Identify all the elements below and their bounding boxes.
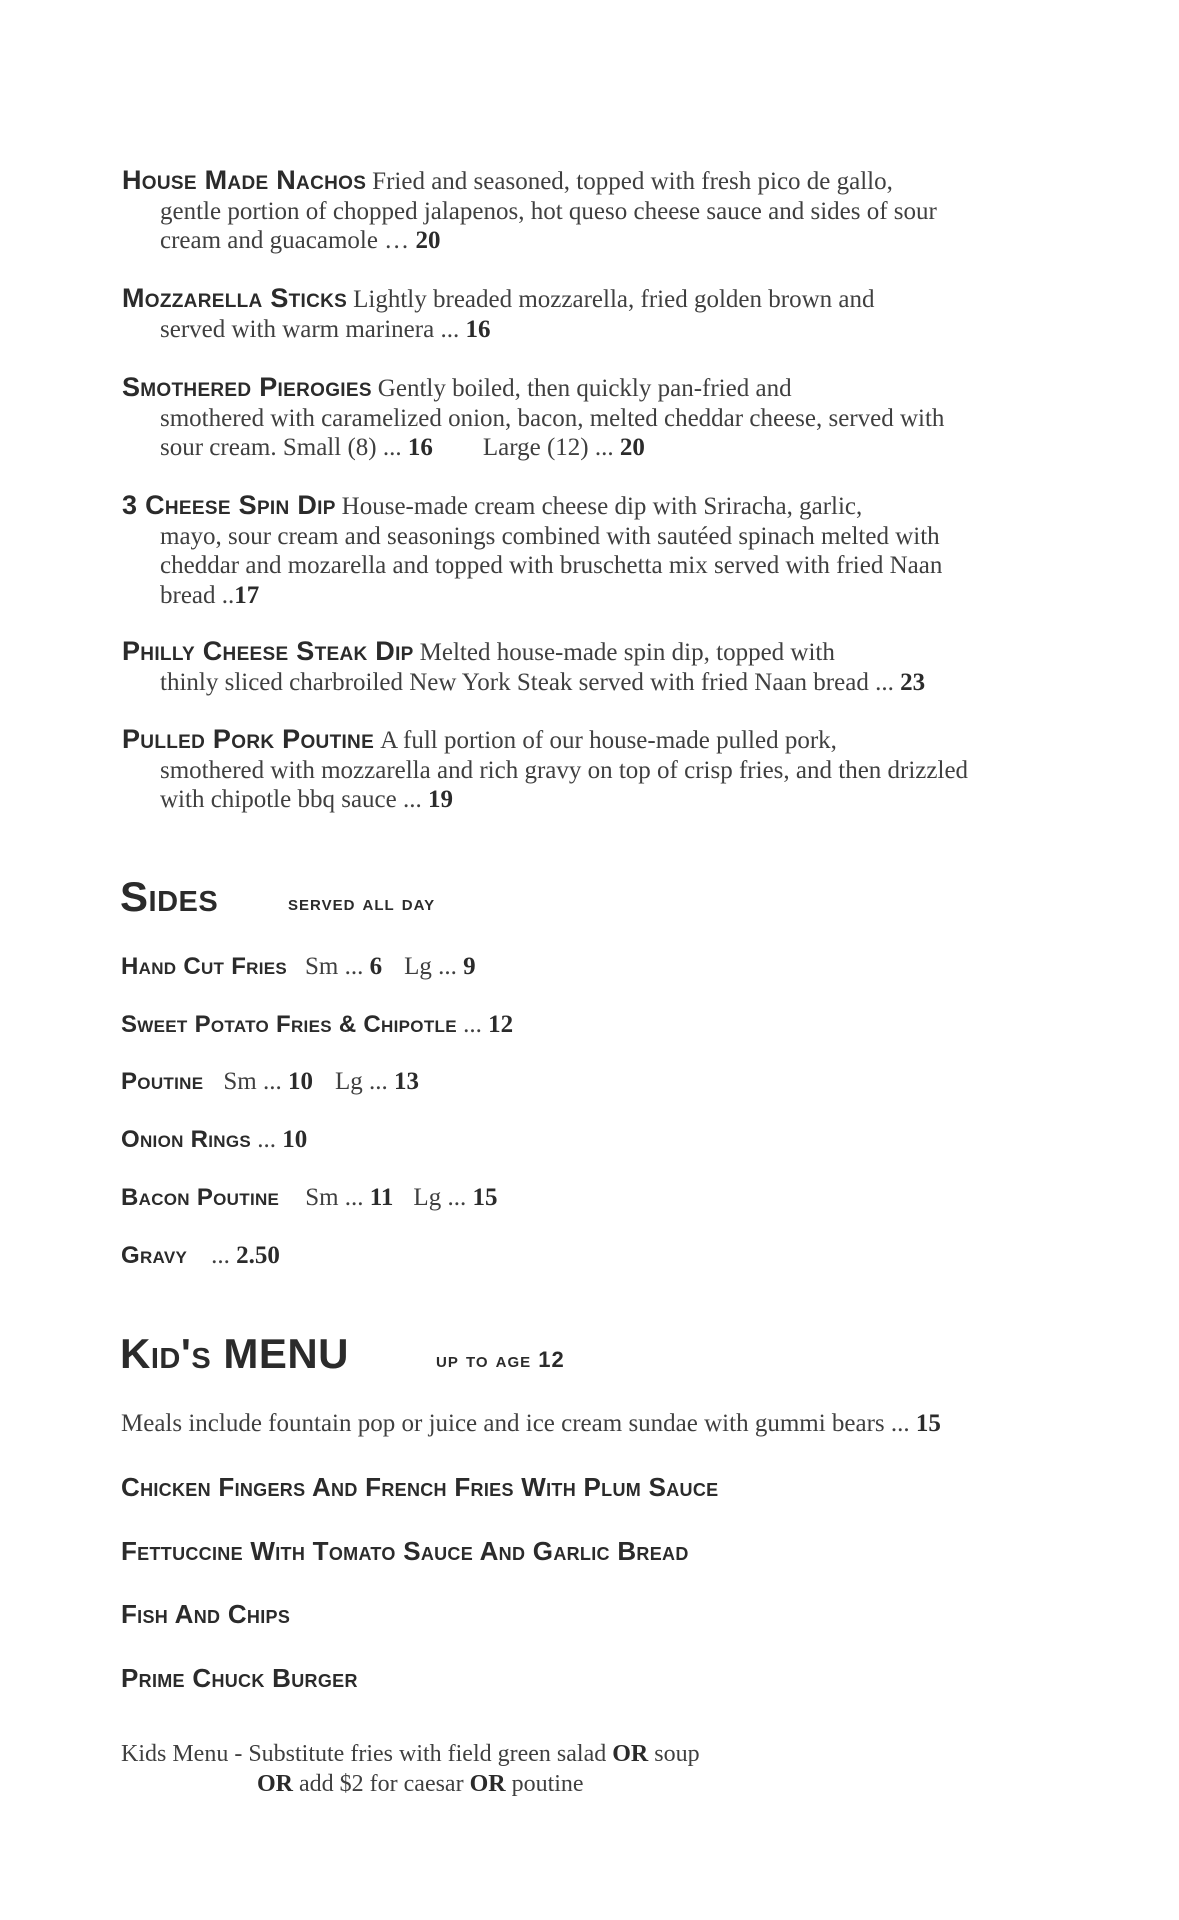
kids-item: Fish And Chips xyxy=(121,1599,291,1629)
side-item-bacon-poutine xyxy=(121,1183,497,1213)
kids-menu-intro xyxy=(121,1409,941,1439)
side-name: Bacon Poutine xyxy=(121,1184,280,1211)
side-name: Gravy xyxy=(121,1242,188,1269)
item-price: 16 xyxy=(465,315,491,343)
kids-note-text: Kids Menu - Substitute fries with field green salad xyxy=(121,1741,613,1767)
item-desc-line: with chipotle bbq sauce ... xyxy=(160,786,428,813)
item-desc-line: sour cream. Small (8) ... xyxy=(160,434,408,461)
kids-intro-price: 15 xyxy=(915,1410,941,1437)
item-name: Mozzarella Sticks xyxy=(122,283,348,313)
appetizer-3-cheese-spin-dip xyxy=(122,491,1062,610)
side-name: Hand Cut Fries xyxy=(121,953,288,980)
kids-note-or: OR xyxy=(612,1741,649,1767)
side-price-label: Sm ... xyxy=(305,1184,370,1211)
item-price: 20 xyxy=(415,227,441,254)
side-price-large: 15 xyxy=(472,1184,498,1211)
item-desc-line: House-made cream cheese dip with Sriracha, garlic, xyxy=(341,493,863,520)
kids-note-or: OR xyxy=(469,1771,506,1797)
item-name: Philly Cheese Steak Dip xyxy=(122,636,414,666)
sides-heading: Sides xyxy=(120,873,219,920)
item-desc-line: A full portion of our house-made pulled pork, xyxy=(380,727,837,754)
item-desc-line: bread .. xyxy=(160,581,235,609)
item-name: Smothered Pierogies xyxy=(122,372,372,402)
kids-note-text: poutine xyxy=(505,1771,584,1797)
appetizer-philly-cheese-steak-dip xyxy=(122,637,1062,697)
side-item-gravy xyxy=(121,1241,280,1271)
side-name: Onion Rings xyxy=(121,1126,252,1153)
item-price-small: 16 xyxy=(407,434,433,461)
sides-subtitle: served all day xyxy=(288,890,436,915)
item-desc-line: Lightly breaded mozzarella, fried golden brown and xyxy=(353,286,875,313)
kids-note-line-2 xyxy=(257,1769,584,1799)
item-desc-line: served with warm marinera ... xyxy=(160,315,466,343)
item-desc-line: Fried and seasoned, topped with fresh pico de gallo, xyxy=(372,168,893,195)
item-desc-line: smothered with mozzarella and rich gravy on top of crisp fries, and then drizzled xyxy=(160,756,969,784)
side-price-label: Sm ... xyxy=(305,953,370,980)
item-desc-line: smothered with caramelized onion, bacon, melted cheddar cheese, served with xyxy=(160,404,945,432)
side-price: 10 xyxy=(282,1126,308,1153)
side-item-hand-cut-fries xyxy=(121,952,476,982)
appetizer-house-made-nachos xyxy=(122,166,1062,256)
side-price-label-large: Lg ... xyxy=(334,1068,394,1095)
item-name: House Made Nachos xyxy=(122,165,367,195)
item-desc-line: Gently boiled, then quickly pan-fried and xyxy=(377,375,792,402)
kids-item: Prime Chuck Burger xyxy=(121,1663,358,1693)
appetizer-mozzarella-sticks xyxy=(122,284,1062,344)
item-name: 3 Cheese Spin Dip xyxy=(122,490,336,520)
item-desc-line: thinly sliced charbroiled New York Steak served with fried Naan bread ... xyxy=(160,668,901,696)
side-name: Poutine xyxy=(121,1068,204,1095)
kids-item: Fettuccine With Tomato Sauce And Garlic Bread xyxy=(121,1536,689,1566)
side-price: 10 xyxy=(287,1068,313,1095)
side-item-onion-rings xyxy=(121,1125,307,1155)
item-price-large: 20 xyxy=(619,434,645,461)
side-price-large: 13 xyxy=(393,1068,419,1095)
kids-intro-text: Meals include fountain pop or juice and ice cream sundae with gummi bears ... xyxy=(121,1410,916,1437)
item-price: 17 xyxy=(234,581,260,609)
side-item-sweet-potato-fries xyxy=(121,1010,513,1040)
kids-note-text: soup xyxy=(648,1741,700,1767)
item-name: Pulled Pork Poutine xyxy=(122,724,375,754)
side-name: Sweet Potato Fries & Chipotle xyxy=(121,1011,457,1038)
appetizer-smothered-pierogies xyxy=(122,373,1062,463)
side-price: 2.50 xyxy=(236,1242,280,1269)
side-price-label: ... xyxy=(251,1126,283,1153)
kids-note-or: OR xyxy=(257,1771,293,1797)
side-price: 6 xyxy=(369,953,383,980)
side-price: 11 xyxy=(369,1184,394,1211)
kids-item: Chicken Fingers And French Fries With Plum Sauce xyxy=(121,1472,719,1502)
appetizer-pulled-pork-poutine xyxy=(122,725,1062,815)
kids-note-text: add $2 for caesar xyxy=(293,1771,470,1797)
item-desc-line: cream and guacamole … xyxy=(160,227,416,254)
item-desc-line: Melted house-made spin dip, topped with xyxy=(419,639,835,666)
kids-note-line-1 xyxy=(121,1739,700,1769)
item-desc-line: mayo, sour cream and seasonings combined with sautéed spinach melted with xyxy=(160,522,940,550)
item-large-label: Large (12) ... xyxy=(482,434,620,461)
kids-menu-heading: Kid's MENU xyxy=(120,1330,349,1377)
side-price-label: ... xyxy=(456,1011,489,1038)
side-price-large: 9 xyxy=(463,953,476,980)
side-price-label-large: Lg ... xyxy=(404,953,464,980)
item-price: 19 xyxy=(428,786,453,813)
kids-menu-subtitle: up to age 12 xyxy=(436,1347,565,1372)
side-price-label: ... xyxy=(211,1242,237,1269)
item-desc-line: cheddar and mozarella and topped with bruschetta mix served with fried Naan xyxy=(160,552,943,579)
side-price-label-large: Lg ... xyxy=(413,1184,473,1211)
side-price-label: Sm ... xyxy=(223,1068,288,1095)
item-desc-line: gentle portion of chopped jalapenos, hot queso cheese sauce and sides of sour xyxy=(160,197,937,225)
item-price: 23 xyxy=(900,668,926,696)
side-item-poutine xyxy=(121,1067,419,1097)
side-price: 12 xyxy=(488,1011,514,1038)
